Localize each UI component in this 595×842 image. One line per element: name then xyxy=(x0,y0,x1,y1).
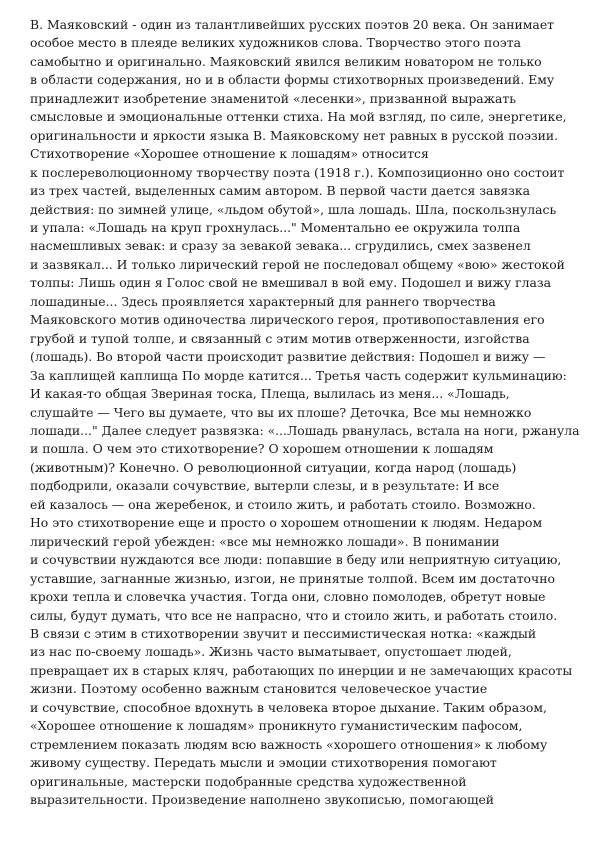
text-line: смысловые и эмоциональные оттенки стиха. На мой взгляд, по силе, энергетике, xyxy=(30,109,567,125)
text-line: За каплищей каплища По морде катится... Третья часть содержит кульминацию: xyxy=(30,367,567,383)
text-line: насмешливых зевак: и сразу за зевакой зевака... сгрудились, смех зазвенел xyxy=(30,238,531,254)
text-line: «Хорошее отношение к лошадям» проникнуто гуманистическим пафосом, xyxy=(30,718,523,734)
text-line: и пошла. О чем это стихотворение? О хорошем отношении к лошадям xyxy=(30,441,494,457)
text-line: Но это стихотворение еще и просто о хорошем отношении к людям. Недаром xyxy=(30,515,543,531)
text-line: крохи тепла и словечка участия. Тогда они, словно помолодев, обретут новые xyxy=(30,589,546,605)
text-line: к послереволюционному творчеству поэта (1918 г.). Композиционно оно состоит xyxy=(30,164,565,180)
text-line: Маяковского мотив одиночества лирического героя, противопоставления его xyxy=(30,312,545,328)
text-line: выразительности. Произведение наполнено звукописью, помогающей xyxy=(30,792,495,808)
text-line: лошади..." Далее следует развязка: «...Лошадь рванулась, встала на ноги, ржанула xyxy=(30,422,580,438)
text-line: особое место в плеяде великих художников слова. Творчество этого поэта xyxy=(30,35,521,51)
text-line: и сочувствии нуждаются все люди: попавшие в беду или неприятную ситуацию, xyxy=(30,552,562,568)
text-line: В связи с этим в стихотворении звучит и пессимистическая нотка: «каждый xyxy=(30,625,537,641)
text-line: силы, будут думать, что все не напрасно, что и стоило жить, и работать стоило. xyxy=(30,607,558,623)
text-line: слушайте — Чего вы думаете, что вы их плоше? Деточка, Все мы немножко xyxy=(30,404,532,420)
text-line: оригинальности и яркости языка В. Маяковскому нет равных в русской поэзии. xyxy=(30,127,559,143)
text-line: лирический герой убежден: «все мы немножко лошади». В понимании xyxy=(30,533,500,549)
text-line: из нас по-своему лошадь». Жизнь часто выматывает, опустошает людей, xyxy=(30,644,512,660)
text-line: действия: по зимней улице, «льдом обутой», шла лошадь. Шла, поскользнулась xyxy=(30,201,557,217)
text-line: из трех частей, выделенных самим автором. В первой части дается завязка xyxy=(30,183,531,199)
text-line: лошадиные... Здесь проявляется характерный для раннего творчества xyxy=(30,293,496,309)
text-line: И какая-то общая Звериная тоска, Плеща, вылилась из меня... «Лошадь, xyxy=(30,386,510,402)
text-line: грубой и тупой толпе, и связанный с этим мотив отверженности, изгойства xyxy=(30,330,530,346)
text-line: превращает их в старых кляч, работающих по инерции и не замечающих красоты xyxy=(30,662,573,678)
text-line: толпы: Лишь один я Голос свой не вмешивал в вой ему. Подошел и вижу глаза xyxy=(30,275,552,291)
text-line: (животным)? Конечно. О революционной ситуации, когда народ (лошадь) xyxy=(30,459,517,475)
text-line: ей казалось — она жеребенок, и стоило жить, и работать стоило. Возможно. xyxy=(30,496,536,512)
text-line: в области содержания, но и в области формы стихотворных произведений. Ему xyxy=(30,72,555,88)
text-line: и зазвякал... И только лирический герой не последовал общему «вою» жестокой xyxy=(30,256,565,272)
text-line: и сочувствие, способное вдохнуть в человека второе дыхание. Таким образом, xyxy=(30,699,547,715)
text-line: В. Маяковский - один из талантливейших русских поэтов 20 века. Он занимает xyxy=(30,17,555,32)
text-line: Стихотворение «Хорошее отношение к лошадям» относится xyxy=(30,146,429,162)
text-line: живому существу. Передать мысли и эмоции стихотворения помогают xyxy=(30,755,497,771)
text-line: и упала: «Лошадь на круп грохнулась..." Моментально ее окружила толпа xyxy=(30,219,521,235)
text-line: принадлежит изобретение знаменитой «лесенки», призванной выражать xyxy=(30,90,517,106)
text-line: уставшие, загнанные жизнью, изгои, не принятые толпой. Всем им достаточно xyxy=(30,570,555,586)
text-line: стремлением показать людям всю важность «хорошего отношения» к любому xyxy=(30,736,548,752)
text-line: оригинальные, мастерски подобранные средства художественной xyxy=(30,773,467,789)
text-line: подбодрили, оказали сочувствие, вытерли слезы, и в результате: И все xyxy=(30,478,500,494)
text-line: (лошадь). Во второй части происходит развитие действия: Подошел и вижу — xyxy=(30,349,546,365)
text-line: самобытно и оригинально. Маяковский явился великим новатором не только xyxy=(30,53,542,69)
text-line: жизни. Поэтому особенно важным становится человеческое участие xyxy=(30,681,488,697)
essay-text xyxy=(30,16,580,809)
